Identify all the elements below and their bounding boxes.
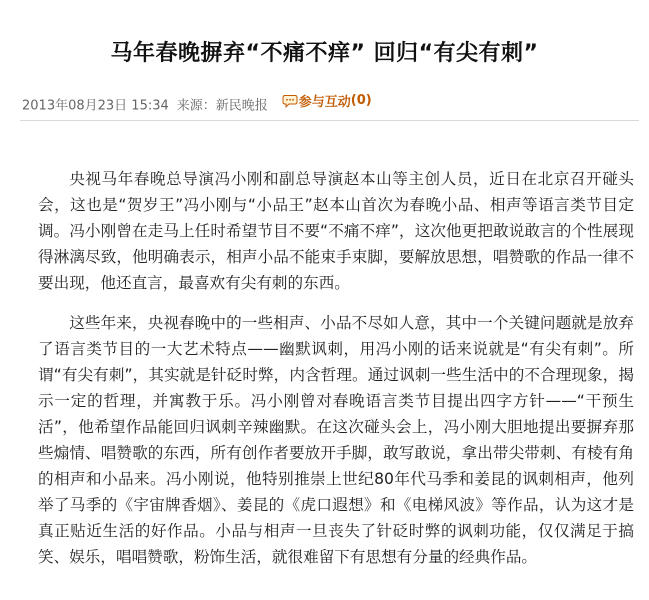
- meta-divider: [20, 120, 639, 121]
- comment-link[interactable]: [282, 91, 372, 110]
- article-title: 马年春晚摒弃“不痛不痒” 回归“有尖有刺”: [110, 41, 539, 66]
- article-body: [38, 166, 634, 584]
- publish-datetime: 2013年08月23日 15:34: [22, 98, 169, 114]
- comment-link-label: 参与互动: [298, 95, 351, 110]
- article-paragraph: 这些年来，央视春晚中的一些相声、小品不尽如人意，其中一个关键问题就是放弃了语言类节目的一大艺术特点——幽默讽刺，用冯小刚的话来说就是“有尖有刺”。所谓“有尖有刺”，其实就是针砭时弊，内含哲理。通过讽刺一些生活中的不合理现象，揭示一定的哲理，并寓教于乐。冯小刚曾对春晚语言类节目提出四字方针——“干预生活”，他希望作品能回归讽刺辛辣幽默。在这次碰头会上，冯小刚大胆地提出要摒弃那些煽情、唱赞歌的东西，所有创作者要放开手脚，敢写敢说，拿出带尖带刺、有棱有角的相声和小品来。冯小刚说，他特别推崇上世纪80年代马季和姜昆的讽刺相声，他列举了马季的《宇宙牌香烟》、姜昆的《虎口遐想》和《电梯风波》等作品，认为这才是真正贴近生活的好作品。小品与相声一旦丧失了针砭时弊的讽刺功能，仅仅满足于搞笑、娱乐，唱唱赞歌，粉饰生活，就很难留下有思想有分量的经典作品。: [38, 314, 634, 566]
- article-meta: [22, 91, 639, 114]
- article-source: 来源：新民晚报: [176, 98, 268, 114]
- comment-count: (0): [350, 93, 372, 108]
- article-paragraph: 央视马年春晚总导演冯小刚和副总导演赵本山等主创人员，近日在北京召开碰头会，这也是“贺岁王”冯小刚与“小品王”赵本山首次为春晚小品、相声等语言类节目定调。冯小刚曾在走马上任时希望节目不要“不痛不痒”，这次他更把敢说敢言的个性展现得淋漓尽致，他明确表示，相声小品不能束手束脚，要解放思想，唱赞歌的作品一律不要出现，他还直言，最喜欢有尖有刺的东西。: [38, 170, 634, 292]
- speech-bubble-icon: [282, 94, 298, 108]
